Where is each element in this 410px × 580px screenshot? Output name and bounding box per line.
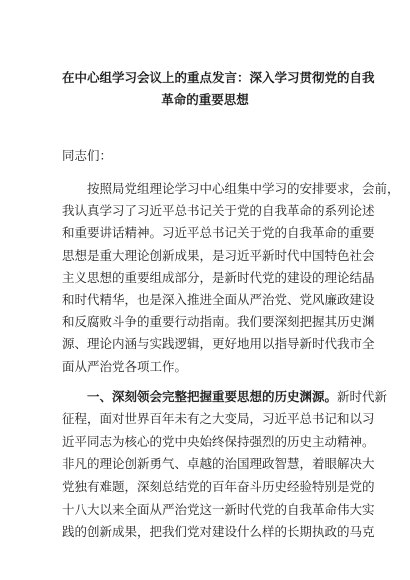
text-line: 十八大以来全面从严治党这一新时代党的自我革命伟大实: [62, 501, 375, 517]
text-line: 和重要讲话精神。习近平总书记关于党的自我革命的重要: [62, 225, 375, 241]
heading-tail: 新时代新: [337, 388, 388, 404]
text-line: 按照局党组理论学习中心组集中学习的安排要求，会前，: [87, 181, 400, 196]
title-line: 革命的重要思想: [161, 92, 249, 107]
text-line: 和反腐败斗争的重要行动指南。我们要深刻把握其历史渊: [62, 314, 375, 330]
paragraph-section-one: [62, 386, 388, 544]
text-line: 近平同志为核心的党中央始终保持强烈的历史主动精神。: [62, 433, 375, 449]
text-line: 非凡的理论创新勇气、卓越的治国理政智慧，着眼解决大: [62, 456, 375, 472]
salutation: 同志们：: [62, 148, 113, 163]
text-line: [62, 386, 388, 409]
text-line: 面从严治党各项工作。: [62, 358, 188, 374]
text-line: 践的创新成果，把我们党对建设什么样的长期执政的马克: [62, 524, 375, 540]
text-line: 思想是重大理论创新成果，是习近平新时代中国特色社会: [62, 247, 375, 263]
text-line: 我认真学习了习近平总书记关于党的自我革命的系列论述: [62, 203, 375, 219]
title-line: 在中心组学习会议上的重点发言：深入学习贯彻党的自我: [62, 70, 375, 85]
paragraph-intro: [62, 178, 400, 378]
document-title: [62, 0, 375, 111]
section-heading: 一、深刻领会完整把握重要思想的历史渊源。: [87, 388, 338, 404]
text-line: 征程，面对世界百年未有之大变局，习近平总书记和以习: [62, 411, 375, 427]
text-line: 主义思想的重要组成部分，是新时代党的建设的理论结晶: [62, 269, 375, 285]
text-line: 源、理论内涵与实践逻辑，更好地用以指导新时代我市全: [62, 336, 375, 352]
text-line: 党独有难题，深刻总结党的百年奋斗历史经验特别是党的: [62, 479, 375, 495]
text-line: 和时代精华，也是深入推进全面从严治党、党风廉政建设: [62, 291, 375, 307]
